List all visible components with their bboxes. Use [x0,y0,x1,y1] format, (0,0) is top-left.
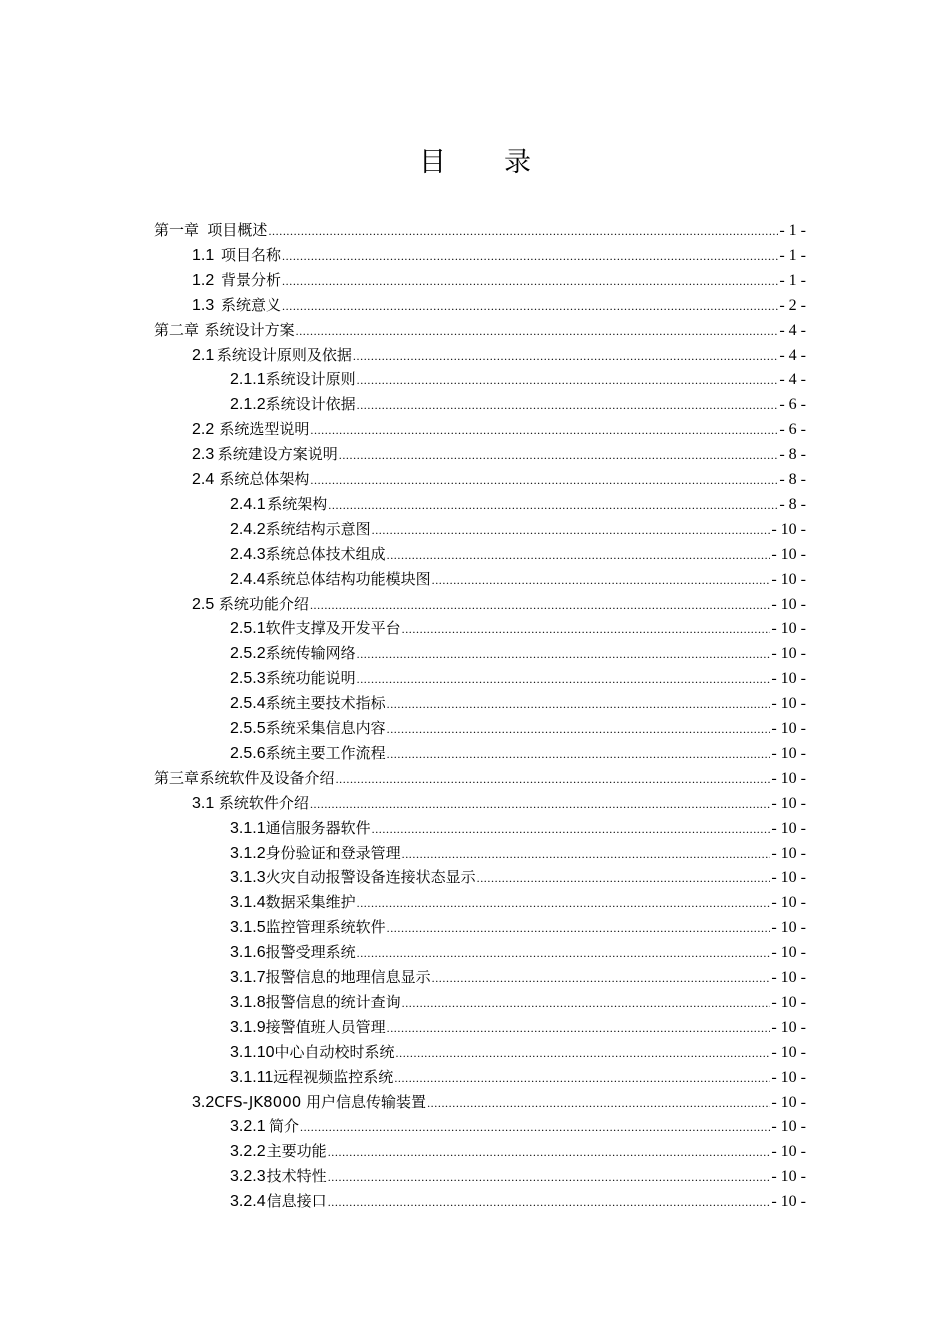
toc-entry-number: 1.1 [192,246,215,264]
toc-entry-page: - 10 - [771,570,806,588]
toc-entry-page: - 10 - [771,944,806,962]
toc-dot-leader [310,792,770,817]
toc-entry-number: 3.1.7 [230,969,266,986]
toc-dot-leader [387,916,771,941]
toc-entry-page: - 4 - [779,371,806,389]
toc-entry[interactable] [230,965,806,990]
toc-entry[interactable] [230,666,806,691]
toc-entry-title: 系统主要技术指标 [265,694,386,713]
toc-entry-page: - 10 - [771,993,806,1011]
toc-entry-title: 系统总体架构 [219,470,310,488]
toc-entry-number: 1.3 [192,296,215,314]
toc-entry-page: - 10 - [771,769,806,787]
toc-entry[interactable] [230,741,806,766]
toc-entry-page: - 1 - [779,271,806,289]
toc-entry-title: 简介 [268,1117,299,1136]
toc-entry-page: - 10 - [771,819,806,837]
toc-entry-number: 3.1 [192,794,215,812]
toc-dot-leader [268,219,778,244]
toc-dot-leader [310,593,770,618]
toc-entry-title: 通信服务器软件 [265,818,371,837]
toc-dot-leader [372,518,771,543]
toc-entry-number: 3.1.11 [230,1068,274,1086]
toc-entry-number: 3.1.3 [230,869,266,887]
toc-entry[interactable] [192,1090,806,1115]
toc-entry[interactable] [192,791,806,816]
toc-entry[interactable] [154,218,806,243]
toc-dot-leader [282,294,778,319]
toc-dot-leader [282,244,778,269]
toc-entry[interactable] [230,915,806,940]
toc-entry[interactable] [230,567,806,592]
toc-entry-title: 系统总体技术组成 [265,544,386,563]
toc-entry[interactable] [230,691,806,716]
toc-entry-title: 远程视频监控系统 [273,1067,394,1086]
toc-entry-title: 接警值班人员管理 [265,1017,386,1036]
toc-entry[interactable] [230,517,806,542]
toc-dot-leader [477,866,771,891]
toc-dot-leader [387,543,771,568]
toc-entry-page: - 10 - [771,1093,806,1111]
toc-entry-page: - 10 - [771,1068,806,1086]
toc-entry-page: - 10 - [771,520,806,538]
toc-dot-leader [394,1066,770,1091]
toc-entry-page: - 8 - [779,495,806,513]
toc-entry[interactable] [230,542,806,567]
toc-entry-page: - 10 - [771,695,806,713]
toc-entry[interactable] [230,1139,806,1164]
toc-dot-leader [402,617,771,642]
toc-dot-leader [282,269,778,294]
title-char-2: 录 [504,147,531,178]
toc-entry-title: 系统设计原则 [265,370,356,389]
toc-entry[interactable] [192,243,806,268]
toc-dot-leader [387,1016,771,1041]
toc-entry-number: 3.1.4 [230,894,266,912]
toc-entry-title: 系统架构 [267,494,328,513]
toc-dot-leader [328,1165,771,1190]
toc-entry-page: - 10 - [771,1168,806,1186]
toc-entry-page: - 10 - [771,919,806,937]
toc-entry-title: 技术特性 [266,1167,327,1186]
toc-entry[interactable] [230,841,806,866]
toc-entry-number: 2.4.3 [230,545,266,563]
toc-entry-number: 2.1.1 [230,371,266,389]
toc-entry-title: CFS-JK8000 用户信息传输装置 [214,1092,427,1111]
toc-entry[interactable] [230,1015,806,1040]
toc-entry-page: - 10 - [771,720,806,737]
toc-dot-leader [432,966,771,991]
toc-entry-title: 项目概述 [207,221,268,239]
toc-entry-page: - 10 - [771,869,806,887]
toc-entry[interactable] [230,641,806,666]
toc-entry-number: 2.5.6 [230,744,266,762]
toc-dot-leader [310,418,778,443]
toc-entry-page: - 10 - [771,1143,806,1161]
toc-entry[interactable] [230,816,806,841]
toc-entry-number: 2.5.4 [230,695,266,713]
toc-entry-page: - 10 - [771,595,806,613]
toc-entry-page: - 10 - [771,844,806,862]
toc-dot-leader [310,468,778,493]
toc-entry-page: - 8 - [779,446,806,464]
toc-entry-title: 系统功能说明 [265,669,356,688]
toc-entry-number: 3.1.1 [230,819,266,837]
toc-entry-title: 报警信息的统计查询 [265,992,401,1011]
toc-dot-leader [372,817,771,842]
toc-entry[interactable] [192,442,806,467]
toc-entry-title: 系统传输网络 [265,644,356,663]
toc-entry[interactable] [230,716,806,741]
toc-entry-number: 2.5.3 [230,670,266,688]
toc-dot-leader [357,667,771,692]
toc-entry-page: - 4 - [779,321,806,339]
toc-entry-page: - 10 - [771,1018,806,1036]
toc-entry[interactable] [230,367,806,392]
toc-entry-title: 系统主要工作流程 [265,743,386,762]
toc-dot-leader [296,319,779,344]
toc-dot-leader [357,368,779,393]
toc-entry-page: - 1 - [779,222,806,239]
toc-dot-leader [336,767,771,792]
toc-entry[interactable] [230,492,806,517]
title-char-1: 目 [419,147,446,178]
toc-entry-number: 2.3 [192,446,215,464]
toc-entry-number: 第二章 [154,320,200,339]
toc-dot-leader [353,344,778,369]
toc-entry[interactable] [192,293,806,318]
toc-entry-title: 报警信息的地理信息显示 [265,968,431,986]
toc-entry[interactable] [230,940,806,965]
toc-entry-title: 报警受理系统 [265,943,356,962]
toc-dot-leader [432,568,771,593]
toc-entry-title: 系统建设方案说明 [217,445,338,464]
toc-entry-title: 背景分析 [221,270,282,289]
toc-entry-number: 2.5.1 [230,620,266,638]
toc-entry-number: 3.1.8 [230,993,266,1011]
toc-entry-number: 3.1.10 [230,1043,275,1061]
toc-entry-page: - 10 - [771,794,806,812]
toc-entry-number: 3.1.2 [230,844,266,862]
toc-entry-title: 监控管理系统软件 [265,918,386,937]
toc-entry-number: 1.2 [192,271,215,289]
toc-entry-title: 系统意义 [221,295,282,314]
toc-entry-number: 2.4.2 [230,520,266,538]
toc-entry-number: 3.2.1 [230,1118,266,1136]
toc-entry[interactable] [230,1065,806,1090]
toc-entry-page: - 1 - [779,246,806,264]
toc-entry-title: 系统采集信息内容 [265,719,386,737]
toc-entry[interactable] [230,1114,806,1139]
toc-entry-title: 项目名称 [221,245,282,264]
toc-entry-title: 系统总体结构功能模块图 [265,569,431,588]
toc-entry-page: - 2 - [779,296,806,314]
toc-entry-page: - 10 - [771,645,806,663]
toc-entry-number: 2.5.2 [230,645,266,663]
toc-entry-title: 火灾自动报警设备连接状态显示 [265,868,476,887]
toc-entry[interactable] [154,766,806,791]
toc-entry[interactable] [230,890,806,915]
toc-entry-number: 3.1.6 [230,944,266,962]
toc-entry[interactable] [230,990,806,1015]
toc-dot-leader [427,1091,770,1116]
toc-entry[interactable] [230,392,806,417]
toc-entry[interactable] [154,318,806,343]
toc-entry-number: 3.2.2 [230,1143,266,1161]
toc-entry-title: 系统结构示意图 [265,519,371,538]
toc-dot-leader [402,991,771,1016]
page-title [0,140,950,179]
toc-entry-title: 软件支撑及开发平台 [265,619,401,638]
toc-dot-leader [328,1190,771,1215]
toc-dot-leader [396,1041,771,1066]
toc-dot-leader [357,891,771,916]
toc-entry-page: - 10 - [771,969,806,986]
toc-entry-number: 2.4.4 [230,570,266,588]
toc-entry-number: 2.2 [192,421,215,439]
toc-dot-leader [387,742,771,767]
toc-entry[interactable] [192,592,806,617]
toc-entry-number: 2.4.1 [230,495,266,513]
toc-entry[interactable] [230,1189,806,1214]
toc-entry-number: 2.5.5 [230,720,266,737]
toc-dot-leader [357,642,771,667]
toc-entry-number: 3.1.5 [230,919,266,937]
toc-entry-number: 2.1.2 [230,396,266,414]
toc-dot-leader [357,393,779,418]
toc-entry[interactable] [192,268,806,293]
toc-entry[interactable] [192,343,806,368]
toc-dot-leader [300,1115,770,1140]
toc-dot-leader [328,1140,771,1165]
toc-entry-number: 2.4 [192,471,215,488]
toc-entry-page: - 10 - [771,1118,806,1136]
toc-entry[interactable] [192,417,806,442]
toc-entry-title: 系统软件介绍 [218,793,309,812]
toc-entry-page: - 10 - [771,1193,806,1211]
toc-entry-title: 信息接口 [266,1192,327,1211]
toc-entry-number: 2.1 [192,346,215,364]
toc-dot-leader [339,443,779,468]
toc-entry-page: - 6 - [779,421,806,439]
toc-entry-title: 系统选型说明 [219,420,310,439]
toc-entry[interactable] [230,1040,806,1065]
toc-entry-number: 第三章 [154,768,200,787]
toc-entry-number: 3.1.9 [230,1018,266,1036]
toc-entry-title: 身份验证和登录管理 [265,843,401,862]
toc-entry[interactable] [230,865,806,890]
toc-entry-page: - 8 - [779,471,806,488]
toc-entry-number: 2.5 [192,595,215,613]
toc-entry-page: - 10 - [771,1043,806,1061]
toc-entry-title: 系统功能介绍 [218,594,309,613]
toc-entry-page: - 10 - [771,670,806,688]
toc-entry-page: - 10 - [771,894,806,912]
toc-entry[interactable] [230,1164,806,1189]
toc-entry-number: 第一章 [154,221,200,239]
toc-dot-leader [387,717,771,742]
toc-entry-number: 3.2.3 [230,1168,266,1186]
toc-entry-number: 3.2 [192,1093,215,1111]
toc-entry-title: 系统软件及设备介绍 [199,768,335,787]
toc-entry-page: - 10 - [771,744,806,762]
toc-entry-title: 系统设计原则及依据 [216,345,352,364]
toc-entry-title: 主要功能 [266,1142,327,1161]
toc-entry-title: 数据采集维护 [265,893,356,912]
toc-dot-leader [328,493,778,518]
toc-entry-number: 3.2.4 [230,1193,266,1211]
toc-entry[interactable] [230,616,806,641]
toc-entry-title: 系统设计方案 [204,320,295,339]
toc-entry-title: 中心自动校时系统 [274,1042,395,1061]
toc-entry-title: 系统设计依据 [265,395,356,414]
toc-entry-page: - 10 - [771,620,806,638]
toc-dot-leader [402,842,771,867]
toc-entry-page: - 10 - [771,545,806,563]
toc-dot-leader [387,692,771,717]
toc-dot-leader [357,941,771,966]
toc-entry-page: - 6 - [779,396,806,414]
toc-entry-page: - 4 - [779,346,806,364]
toc-entry[interactable] [192,467,806,492]
